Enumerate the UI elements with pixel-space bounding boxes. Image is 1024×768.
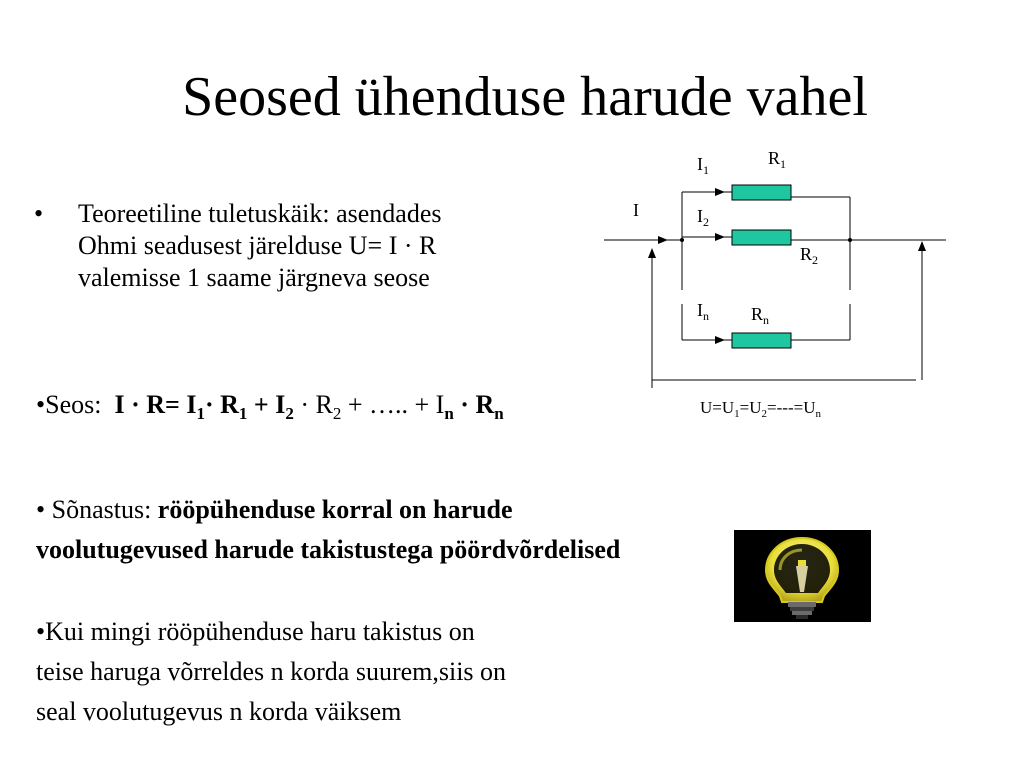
label-rn: $R_n$ (751, 304, 770, 327)
resistor-rn (732, 333, 791, 348)
kui-line-3: seal voolutugevus n korda väiksem (36, 697, 402, 726)
lightbulb-icon (734, 530, 871, 622)
label-i-main: I (633, 200, 639, 220)
slide-title: Seosed ühenduse harude vahel (182, 66, 868, 128)
arrow-branch-n (715, 336, 725, 344)
seos-label: •Seos: (36, 390, 102, 419)
bullet-derivation-text (78, 198, 594, 294)
bullet-derivation (34, 198, 594, 294)
sonastus-lead: • Sõnastus: (36, 495, 158, 524)
seos-formula (36, 385, 504, 434)
parallel-circuit-diagram (600, 140, 960, 430)
arrow-volt-right (918, 241, 926, 251)
junction-left (680, 238, 684, 242)
kui-statement (36, 612, 676, 732)
derivation-line-3: valemisse 1 saame järgneva seose (78, 263, 430, 292)
kui-line-1: •Kui mingi rööpühenduse haru takistus on (36, 617, 475, 646)
seos-equation: $I \cdot R= I_1\cdot R_1 + I_2 \cdot R_2$ + ….. + $I_n \cdot R_n$ (114, 390, 504, 424)
lightbulb-image (734, 530, 871, 622)
arrow-branch-2 (715, 233, 725, 241)
junction-right (848, 238, 852, 242)
label-i2: $I_2$ (697, 206, 709, 229)
label-voltage-equality: $U=U_1=U_2=---=U_n$ (700, 398, 821, 420)
sonastus-bold: rööpühenduse korral on harude voolutugevused harude takistustega pöördvõrdelised (36, 495, 621, 564)
label-i1: $I_1$ (697, 154, 709, 177)
sonastus-statement (36, 490, 676, 570)
arrow-branch-1 (715, 188, 725, 196)
label-r1: $R_1$ (768, 148, 787, 171)
label-r2: $R_2$ (800, 244, 819, 267)
kui-line-2: teise haruga võrreldes n korda suurem,siis on (36, 657, 507, 686)
arrow-main-in (658, 236, 668, 244)
arrow-volt-left (648, 248, 656, 258)
label-in: $I_n$ (697, 300, 709, 323)
resistor-r1 (732, 185, 791, 200)
bullet-marker: • (34, 199, 44, 228)
resistor-r2 (732, 230, 791, 245)
derivation-line-1: Teoreetiline tuletuskäik: asendades (78, 199, 442, 228)
derivation-line-2: Ohmi seadusest järelduse U= I · R (78, 231, 437, 260)
